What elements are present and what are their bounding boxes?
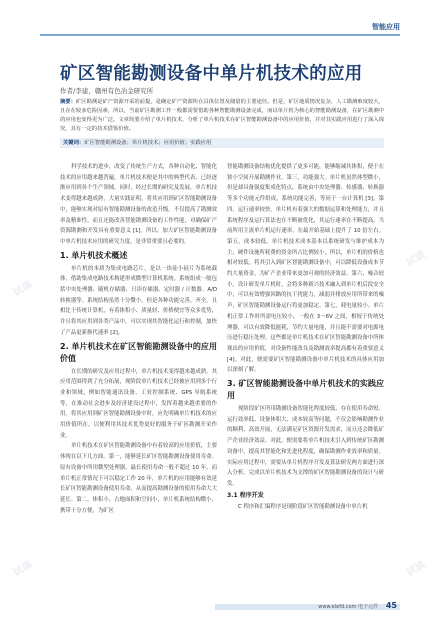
watermark: 试读 xyxy=(11,279,35,299)
abstract xyxy=(60,98,384,134)
footer-url: www.elefd.com 电子元件 xyxy=(318,604,378,610)
section-tag: 智能应用 xyxy=(372,23,400,31)
keywords-bar xyxy=(60,138,384,148)
article-author: 作者/李建，赣州有色冶金研究所 xyxy=(60,87,154,95)
section-heading: 3. 矿区智能勘测设备中单片机技术的实践应用 xyxy=(227,379,384,401)
paragraph: C 程序和汇编程序是现阶段矿区智能勘测设备中单片机 xyxy=(238,503,368,510)
right-column xyxy=(227,162,384,512)
keywords-text: 矿区智能勘测设备；单片机技术；应用价值；实践应用 xyxy=(84,140,212,146)
watermark: 试读 xyxy=(404,559,428,579)
page-number: 45 xyxy=(385,601,397,610)
watermark: 试读 xyxy=(404,249,428,269)
paragraph: 在长期的研究及应用过程中，单片机技术变得越来越成熟，其应用范围得到了充分拓展，现阶段单片机技术已经被应用到多个行业和领域，例如智能通讯设备、工业控制系统、GPS 导航系统等，在推动社会进步及经济建设过程中，发挥着越来越重要的作用。将其应用到矿区智能勘测设备中时，应先明确单片机技术的应用价值所在，以便利用其技术优势更好的服务于矿区勘测开采作业。 xyxy=(60,368,217,439)
abstract-text: 矿区勘测是矿产资源开采的前提，是确定矿产资源所在具体位置及储量的主要途径。但是，矿区地质情况复杂，人工勘测难度较大，且存在较多危险因素，所以，当前矿区勘测工作一般都需要借助各种智能勘测设备完成，而以单片机为核心的智能勘测设备，在矿区勘测中的应用也变得更为广泛。文章简要介绍了单片机技术，分析了单片机技术在矿区智能勘测设备中的应用价值，并对其实践应用进行了深入探究，具有一定的技术借鉴价值。 xyxy=(60,99,384,132)
left-column xyxy=(60,162,217,516)
paragraph: 现阶段矿区所用勘测设备智能化程度较低，存在使用寿命短、运行效率低、设备体积大、成本较高等问题，不仅会影响勘测作业的顺利、高效开展，无法满足矿区资源开发需求，而且还会降低矿产企业经济效益。对此，便需要将单片机技术引入到传统矿区勘测设备中，提高其智能化和先进化程度，确保勘测作业效率和质量。实际应用过程中，需要从单片机程序开发及算法研究两方面进行深入分析，完成以单片机技术为支撑的矿区智能勘测设备的设计与研发。 xyxy=(227,406,384,487)
paragraph: 单片机技术在矿区智能勘测设备中有着较高的应用价值，主要体现在以下几方面。第一，能够延长矿区智能勘测设备使用寿命。原有设备中所用微型处理器，最长使用寿命一般不超过 10 年，而单片机正常情况下可以稳定工作 20 年，单片机的应用能够有效延长矿区智能勘测设备使用寿命，从而提高勘测设备的使用寿命大大延长。第二，体积小。占地面积和空间小，单片机系统结构微小，携带十分方便，为矿区 xyxy=(60,443,217,514)
paragraph: 科学技术的进步，改变了传统生产方式，各种自动化、智能化技术的应用越来越普遍，单片机技术便是其中的典型代表，已经逐渐应用到各个生产领域，同时，经过长期的研究及发展，单片机技术变得越来越成熟，大量实践证明，将其应用到矿区智能勘测设备中，能够实现对原有智能勘测设备的改造升级，不仅提高了勘测效率及精准性，而且还能改善智能勘测设备的工作性能，对确保矿产资源勘测和开发具有重要意义 [1]。所以，加大矿区智能勘测设备中单片机技术应用的研究力度，是非常重要且必要的。 xyxy=(60,164,217,245)
paragraph: 单片机的本质为集成电路芯片，是以一块硅小硅片为系统载体，借助集成电路技术构建形成微型计算机系统。系统组成一般包括中央处理器、随机存储器、只读存储器、定时器 / 计数器、A/D 转换器等。系统结构虽然十分微小，但是各种功能完善，齐全，且相比于传统计算机，有着体积小、质量轻、价格便宜等众多优势，并且将其应用到各类产品中，可以实现其智能化运行和控制，加快了产品更新换代速率 [2]。 xyxy=(60,265,217,336)
keywords-label: 关键词： xyxy=(63,140,85,146)
header-rule xyxy=(40,34,400,36)
footer xyxy=(0,596,440,620)
watermark: 试读 xyxy=(11,559,35,579)
header-bar xyxy=(0,0,440,38)
subsection-heading: 3.1 程序开发 xyxy=(227,491,264,499)
paragraph: 智能勘测设备结构优化提供了更多可能，能够缩减其体积，便于在狭小空间开展勘测作业。第三，功能强大。单片机虽然体型微小，但是却具备强度集成化特点，系统由中央处理器、传感器、转换器等多个功能元件组成，系统功能完善，等同于一台计算机 [3]。第四，运行速率较快。单片机有着强大的数据运算和处理能力，并且系统程序及运行算法也在不断被优化，其运行速率在不断提高，当前所用主流单片机运行速率，在最开始基础上提升了 10 倍左右。第五，成本较低。单片机技术成本基本以系统研发与维护成本为主，硬件设施所耗费的资金所占比例较小，所以，单片机的价格也相对较低。将其引入到矿区智能勘测设备中，可以降低设备成本节约大量资金，为矿产企业带来更加可观的经济效益。第六，噪音较小，设计研发单片机时，会将多种新兴技术融入到单片机后段安全中，可以有效增强回路的抗干扰能力，减弱并排放应用所带来的噪声，矿区智能勘测设备运行将更加稳定。第七，耗电量较小。单片机正常工作时所需电压较小，一般在 3～6V 之间，相较于传统处理器，可以有效降低能耗，节约大量电能，并且能不需要对电源电压进行稳压处理。这些都是单片机技术在矿区智能勘测设备中所体现出的应用价值，对设备性能改良及勘测效率提高都有着重要意义 [4]。对此，便需要矿区智能勘测设备中单片机技术的具体应用加以深刻了解。 xyxy=(227,164,384,374)
section-heading: 1. 单片机技术概述 xyxy=(60,250,128,260)
section-heading: 2. 单片机技术在矿区智能勘测设备中的应用价值 xyxy=(60,341,217,363)
article-title: 矿区智能勘测设备中单片机技术的应用 xyxy=(60,64,363,84)
abstract-label: 摘要： xyxy=(60,99,76,105)
